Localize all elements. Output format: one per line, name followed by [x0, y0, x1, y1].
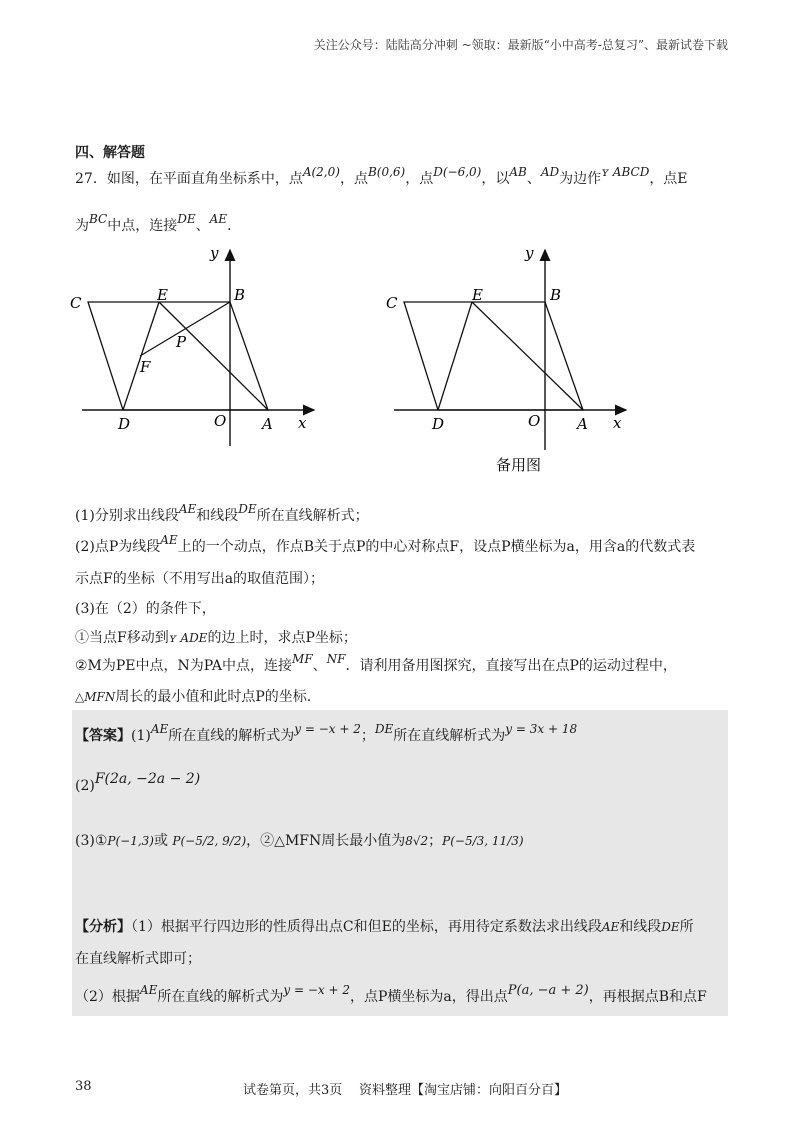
segment-mf: MF: [292, 652, 313, 666]
text: 所在直线解析式；: [256, 508, 369, 524]
question-1: [75, 502, 369, 525]
text: 所: [679, 919, 694, 935]
parallelogram-abcd: [88, 302, 268, 410]
figure-main: [60, 236, 330, 446]
answer-tag: 【答案】: [75, 728, 131, 744]
equation-ae: y = −x + 2: [283, 983, 350, 997]
text: ，点E: [649, 171, 688, 187]
label-e: E: [157, 286, 168, 304]
text: 周长的最小值和此时点P的坐标.: [115, 689, 312, 705]
text: （1）根据平行四边形的性质得出点C和但E的坐标，再用待定系数法求出线段: [131, 919, 602, 935]
footer-center: 试卷第页，共3页: [243, 1083, 343, 1098]
equation-ae: y = −x + 2: [294, 722, 361, 736]
label-y: y: [525, 244, 534, 262]
triangle-mfn: △MFN: [75, 690, 116, 704]
text: 、: [312, 658, 327, 674]
text: 中点，连接: [107, 218, 178, 234]
question-3-1: [75, 629, 357, 647]
text: ②M为PE中点，N为PA中点，连接: [75, 658, 293, 674]
text: ，点: [339, 171, 368, 187]
text: (1): [131, 728, 151, 744]
page-header: 关注公众号：陆陆高分冲刺 ~领取：最新版“小中高考-总复习”、最新试卷下载: [313, 38, 728, 52]
footer-right: 资料整理【淘宝店铺：向阳百分百】: [359, 1083, 568, 1098]
label-f: F: [140, 358, 151, 376]
label-x: x: [298, 414, 307, 432]
label-o: O: [528, 412, 541, 430]
question-3-intro: (3)在（2）的条件下，: [75, 601, 216, 617]
parallelogram-abcd: [404, 302, 583, 410]
label-y: y: [210, 244, 219, 262]
question-2-line-2: 示点F的坐标（不用写出a的取值范围）；: [75, 571, 325, 587]
analysis-line-2: 在直线解析式即可；: [75, 951, 201, 967]
segment-de: DE: [661, 920, 680, 934]
text: (2): [75, 778, 95, 794]
text: 的边上时，求点P坐标；: [207, 630, 357, 646]
label-d: D: [118, 415, 131, 433]
segment-ae: AE: [150, 722, 169, 736]
text: (2)点P为线段: [75, 539, 161, 555]
segment-ae: AE: [601, 920, 620, 934]
label-a: A: [262, 415, 273, 433]
label-p: P: [176, 333, 187, 351]
label-c: C: [70, 294, 82, 312]
text: (3)①: [75, 833, 108, 849]
segment-de: DE: [177, 212, 196, 226]
point-d: D(−6,0): [433, 165, 482, 179]
text: 所在直线解析式为: [393, 728, 506, 744]
figure-spare: [372, 236, 642, 476]
text: ；: [428, 833, 443, 849]
text: 所在直线的解析式为: [157, 989, 284, 1005]
label-c: C: [386, 294, 398, 312]
label-a: A: [577, 415, 588, 433]
analysis-line-3: [75, 983, 707, 1007]
label-b: B: [550, 286, 562, 304]
answer-2: [75, 771, 201, 795]
question-3-2-line-1: [75, 652, 677, 675]
point-p-1: P(−1,3): [107, 834, 154, 848]
segment-de: DE: [238, 502, 257, 516]
segment-ad: AD: [540, 165, 560, 179]
segment-ae: [472, 302, 583, 410]
problem-line-2: [75, 212, 242, 235]
text: 和线段: [196, 508, 239, 524]
segment-ae: AE: [139, 983, 158, 997]
point-p-3: P(−5/3, 11/3): [442, 834, 524, 848]
point-p-expression: P(a, −a + 2): [507, 983, 589, 998]
text: 上的一个动点，作点B关于点P的中心对称点F，设点P横坐标为a，用含a的代数式表: [177, 539, 696, 555]
min-perimeter: 8√2: [405, 834, 429, 848]
problem-line-1: [75, 165, 688, 188]
text: ，点P横坐标为a，得出点: [349, 989, 508, 1005]
figure-caption: 备用图: [496, 456, 542, 474]
label-d: D: [432, 415, 445, 433]
label-o: O: [214, 412, 227, 430]
text: （2）根据: [75, 989, 140, 1005]
question-3-2-line-2: [75, 688, 311, 706]
segment-de: [438, 302, 472, 410]
segment-bc: BC: [89, 212, 108, 226]
section-title: 四、解答题: [75, 145, 145, 161]
text: 所在直线的解析式为: [168, 728, 295, 744]
text: ，以: [481, 171, 510, 187]
text: (1)分别求出线段: [75, 508, 179, 524]
segment-ae: AE: [209, 212, 228, 226]
segment-ae: AE: [160, 533, 178, 547]
segment-ab: AB: [509, 165, 527, 179]
text: 、: [195, 218, 210, 234]
segment-ae: AE: [178, 502, 197, 516]
text: 或: [153, 833, 168, 849]
question-2-line-1: [75, 533, 696, 556]
page-number: 38: [75, 1079, 92, 1094]
text: 27．如图，在平面直角坐标系中，点: [75, 171, 303, 187]
point-p-2: P(−5/2, 9/2): [172, 834, 247, 848]
segment-nf: NF: [326, 652, 346, 666]
equation-de: y = 3x + 18: [505, 722, 578, 736]
segment-ae: [159, 302, 268, 410]
analysis-line-1: [75, 918, 694, 936]
text: ．: [227, 218, 242, 234]
answer-1: [75, 722, 578, 745]
parallelogram-abcd: ʏ ABCD: [601, 165, 650, 179]
text: ，点: [405, 171, 434, 187]
answer-box: [72, 710, 728, 1016]
point-a: A(2,0): [302, 165, 340, 179]
segment-de: DE: [374, 722, 394, 736]
point-f-expression: F(2a, −2a − 2): [94, 771, 201, 787]
text: ，再根据点B和点F: [588, 989, 707, 1005]
answer-3: [75, 832, 524, 850]
label-x: x: [613, 414, 622, 432]
text: 、: [526, 171, 541, 187]
text: 为: [75, 218, 89, 234]
label-b: B: [234, 286, 246, 304]
triangle-ade: ʏ ADE: [168, 631, 208, 645]
text: 和线段: [619, 919, 662, 935]
text: ，②△MFN周长最小值为: [246, 833, 406, 849]
point-b: B(0,6): [367, 165, 406, 179]
text: ；: [360, 728, 375, 744]
text: ．请利用备用图探究，直接写出在点P的运动过程中，: [345, 658, 677, 674]
text: 为边作: [559, 171, 602, 187]
text: ①当点F移动到: [75, 630, 169, 646]
analysis-tag: 【分析】: [75, 919, 131, 935]
label-e: E: [472, 286, 483, 304]
